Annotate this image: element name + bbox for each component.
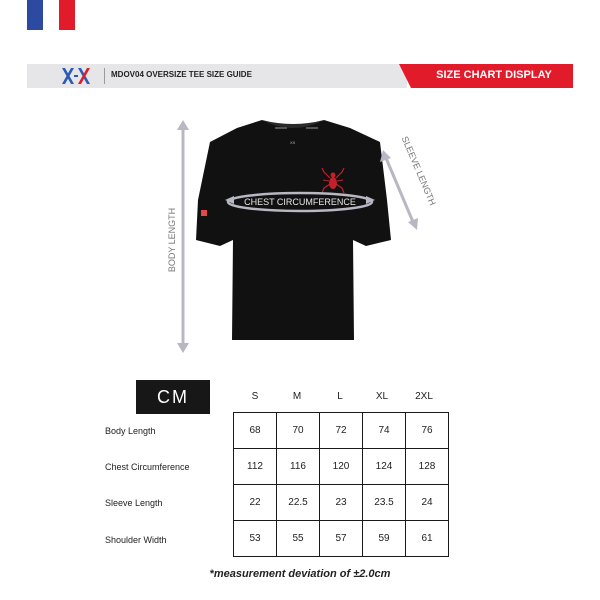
table-cell: 72 — [320, 413, 363, 449]
table-cell: 116 — [277, 449, 320, 485]
table-cell: 128 — [406, 449, 449, 485]
row-label-shoulder-width: Shoulder Width — [105, 535, 167, 545]
table-cell: 22.5 — [277, 485, 320, 521]
row-label-sleeve-length: Sleeve Length — [105, 498, 163, 508]
chest-circumference-label: CHEST CIRCUMFERENCE — [244, 197, 356, 207]
table-cell: 22 — [234, 485, 277, 521]
table-cell: 57 — [320, 521, 363, 557]
table-cell: 24 — [406, 485, 449, 521]
size-header-xl: XL — [375, 391, 389, 402]
table-cell: 112 — [234, 449, 277, 485]
unit-label: CM — [136, 380, 210, 414]
table-cell: 55 — [277, 521, 320, 557]
row-label-body-length: Body Length — [105, 426, 156, 436]
table-cell: 53 — [234, 521, 277, 557]
table-cell: 59 — [363, 521, 406, 557]
size-header-m: M — [292, 391, 302, 402]
table-cell: 74 — [363, 413, 406, 449]
table-cell: 120 — [320, 449, 363, 485]
table-row — [234, 485, 449, 521]
row-label-chest-circumference: Chest Circumference — [105, 462, 190, 472]
table-row — [234, 449, 449, 485]
size-header-2xl: 2XL — [415, 391, 433, 402]
size-chart-table — [233, 412, 449, 557]
sleeve-length-label: SLEEVE LENGTH — [399, 134, 438, 207]
size-header-s: S — [251, 391, 259, 402]
svg-text:XX: XX — [290, 140, 296, 145]
table-cell: 70 — [277, 413, 320, 449]
body-length-label: BODY LENGTH — [167, 207, 177, 273]
table-row — [234, 521, 449, 557]
table-cell: 61 — [406, 521, 449, 557]
table-cell: 124 — [363, 449, 406, 485]
table-cell: 76 — [406, 413, 449, 449]
table-cell: 23 — [320, 485, 363, 521]
tshirt-illustration — [196, 120, 391, 340]
header-badge: SIZE CHART DISPLAY — [436, 69, 552, 81]
body-length-arrow — [177, 120, 189, 353]
measurement-note: *measurement deviation of ±2.0cm — [209, 568, 391, 580]
size-header-l: L — [337, 391, 343, 402]
header-title: MDOV04 OVERSIZE TEE SIZE GUIDE — [111, 70, 252, 79]
table-cell: 23.5 — [363, 485, 406, 521]
table-row — [234, 413, 449, 449]
table-cell: 68 — [234, 413, 277, 449]
